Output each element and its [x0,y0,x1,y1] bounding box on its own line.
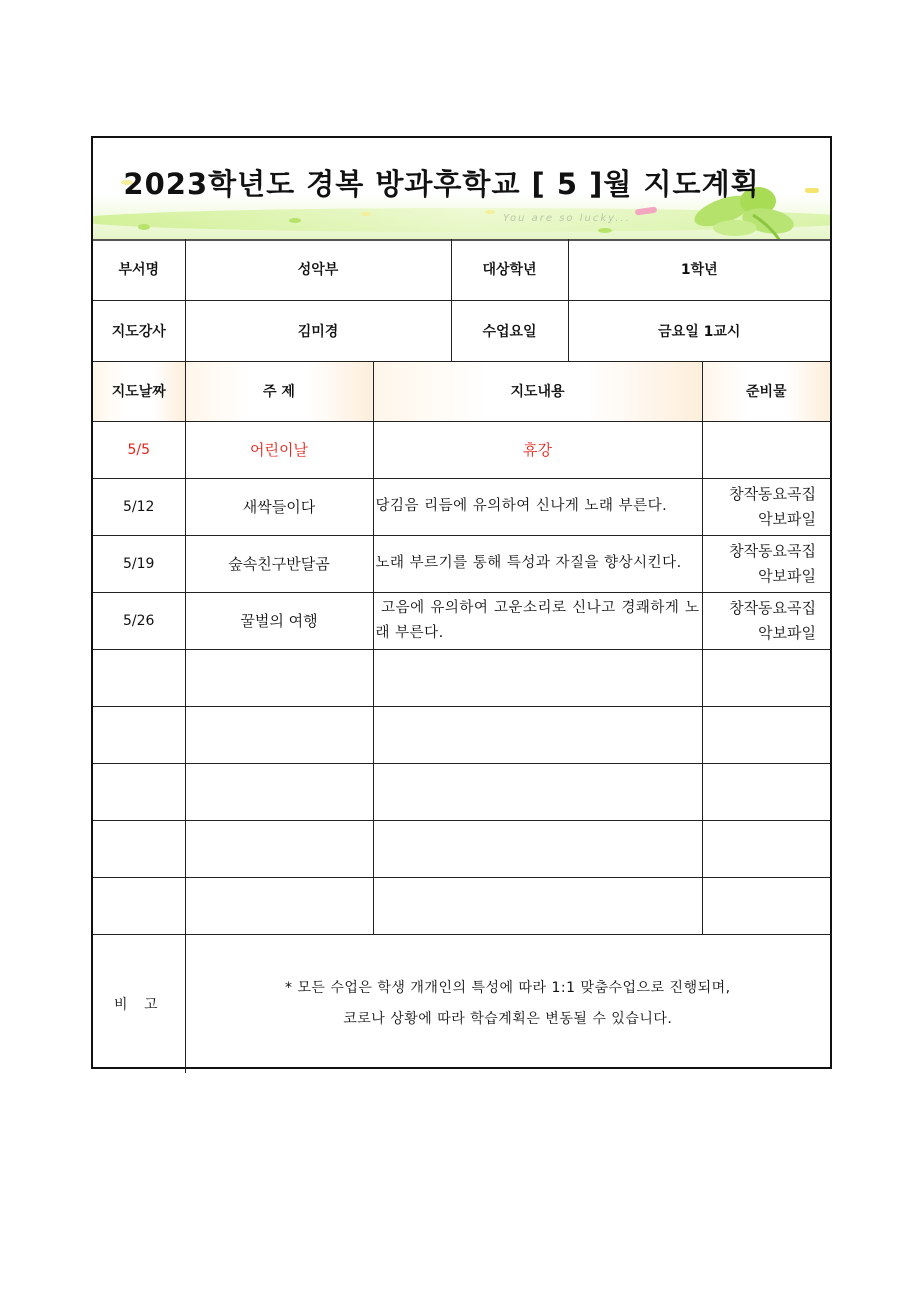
plan-table [93,239,830,1073]
info-row-instructor [93,300,830,361]
empty-cell [185,820,373,877]
row-date: 5/12 [93,478,185,535]
remarks-label: 비 고 [93,934,185,1073]
empty-cell [93,706,185,763]
decorative-dot [289,218,301,223]
column-header-materials: 준비물 [702,361,830,421]
empty-cell [702,763,830,820]
empty-table-row [93,763,830,820]
row-topic: 숲속친구반달곰 [185,535,373,592]
row-topic: 새싹들이다 [185,478,373,535]
row-date: 5/26 [93,592,185,649]
row-content: 휴강 [373,421,702,478]
row-materials [702,535,830,592]
class-day-label: 수업요일 [451,300,568,361]
empty-table-row [93,649,830,706]
empty-cell [185,877,373,934]
remarks-line: 코로나 상황에 따라 학습계획은 변동될 수 있습니다. [343,1010,673,1027]
class-day-value: 금요일 1교시 [568,300,830,361]
row-content: 노래 부르기를 통해 특성과 자질을 향상시킨다. [373,535,702,592]
row-content: 고음에 유의하여 고운소리로 신나고 경쾌하게 노래 부른다. [373,592,702,649]
column-header-row [93,361,830,421]
materials-line: 악보파일 [758,623,817,642]
target-grade-label: 대상학년 [451,239,568,300]
empty-cell [373,763,702,820]
empty-cell [185,649,373,706]
department-value: 성악부 [185,239,451,300]
department-label: 부서명 [93,239,185,300]
table-row [93,592,830,649]
row-materials [702,478,830,535]
table-row [93,478,830,535]
remarks-line: * 모든 수업은 학생 개개인의 특성에 따라 1:1 맞춤수업으로 진행되며, [284,979,731,996]
decorative-dot [361,212,371,216]
empty-table-row [93,877,830,934]
row-date: 5/5 [93,421,185,478]
empty-cell [185,763,373,820]
row-date: 5/19 [93,535,185,592]
empty-cell [93,763,185,820]
column-header-topic: 주 제 [185,361,373,421]
empty-cell [373,706,702,763]
row-topic: 꿀벌의 여행 [185,592,373,649]
empty-cell [185,706,373,763]
row-content [373,478,702,535]
materials-line: 창작동요곡집 [729,541,817,560]
empty-cell [373,649,702,706]
remarks-text [185,934,830,1073]
row-materials [702,592,830,649]
empty-cell [702,820,830,877]
info-row-department [93,239,830,300]
table-row [93,535,830,592]
empty-table-row [93,820,830,877]
instructor-value: 김미경 [185,300,451,361]
empty-cell [93,649,185,706]
row-content-text: 당김음 리듬에 유의하여 신나게 노래 부른다. [375,498,668,514]
column-header-date: 지도날짜 [93,361,185,421]
empty-cell [93,877,185,934]
empty-cell [373,877,702,934]
materials-line: 악보파일 [758,566,817,585]
empty-cell [702,877,830,934]
empty-cell [373,820,702,877]
lesson-plan-sheet [91,136,832,1069]
row-topic: 어린이날 [185,421,373,478]
title-banner [93,138,830,241]
materials-line: 악보파일 [758,509,817,528]
materials-line: 창작동요곡집 [729,484,817,503]
decorative-lucky-text: You are so lucky... [503,213,631,224]
page-title: 2023학년도 경복 방과후학교 [ 5 ]월 지도계획 [123,167,760,201]
empty-table-row [93,706,830,763]
target-grade-value: 1학년 [568,239,830,300]
materials-line: 창작동요곡집 [729,598,817,617]
instructor-label: 지도강사 [93,300,185,361]
table-row [93,421,830,478]
empty-cell [702,649,830,706]
decorative-dot [138,224,150,230]
empty-cell [702,706,830,763]
row-materials [702,421,830,478]
remarks-row [93,934,830,1073]
decorative-dot [485,210,495,214]
decorative-dot [598,228,612,233]
empty-cell [93,820,185,877]
column-header-content: 지도내용 [373,361,702,421]
